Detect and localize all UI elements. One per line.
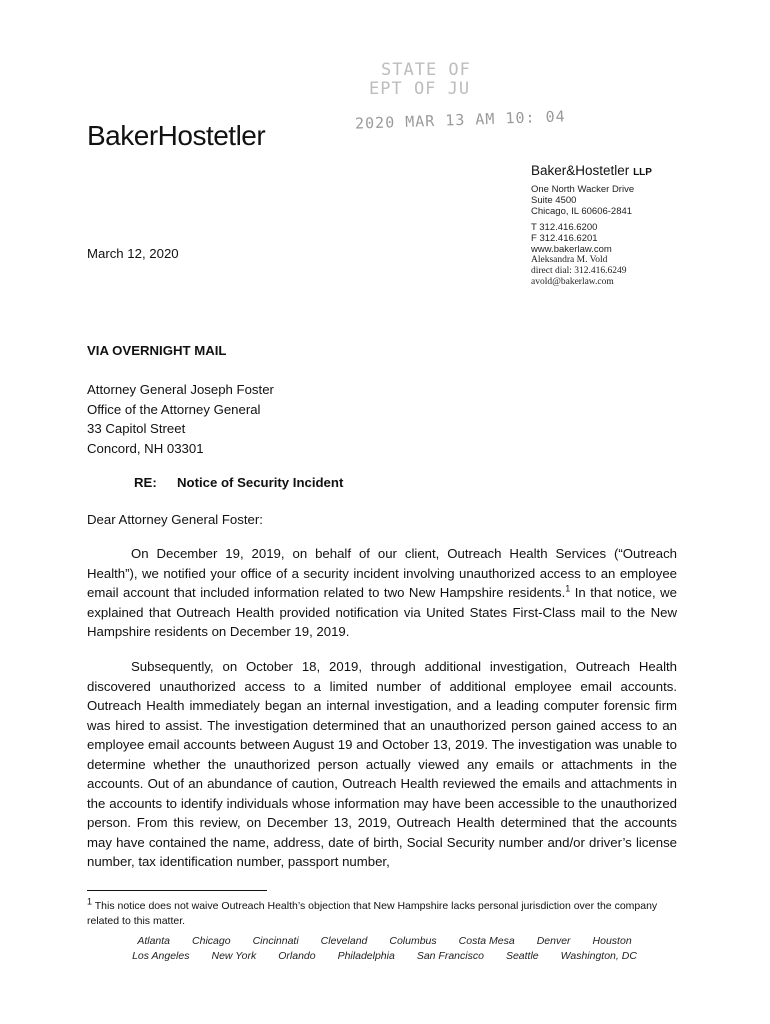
office: Seattle: [505, 950, 539, 962]
firm-name: Baker&Hostetler LLP: [531, 163, 652, 178]
received-stamp-line-1: STATE OF: [381, 60, 471, 80]
office: Washington, DC: [560, 950, 637, 962]
office: Orlando: [278, 950, 316, 962]
office-list-row-2: [87, 950, 682, 962]
footnote: $^1$ This notice does not waive Outreach Health’s objection that New Hampshire lacks personal jurisdiction over the company related to this matter.: [87, 896, 658, 927]
footnote-divider: [87, 890, 267, 891]
paragraph-2: Subsequently, on October 18, 2019, through additional investigation, Outreach Health discovered unauthorized access to a limited number of additional employee email accounts. Outreach Health immediately began an internal investigation, and a leading computer forensic firm was hired to assist. The investigation determined that an unauthorized person gained access to an employee email accounts between August 19 and October 13, 2019. The investigation was unable to determine whether the unauthorized person actually viewed any emails or attachments in the accounts. Out of an abundance of caution, Outreach Health reviewed the emails and attachments in the accounts to identify individuals whose information may have been accessible to the unauthorized person. From this review, on December 13, 2019, Outreach Health determined that the accounts may have contained the name, address, date of birth, Social Security number and/or driver’s license number, tax identification number, passport number,: [87, 659, 677, 869]
footnote-ref: 1: [565, 583, 571, 594]
office: Cincinnati: [252, 935, 299, 947]
salutation: Dear Attorney General Foster:: [87, 512, 263, 527]
office: Denver: [536, 935, 571, 947]
phone: T 312.416.6200: [531, 222, 598, 233]
paragraph-1: On December 19, 2019, on behalf of our client, Outreach Health Services (“Outreach Health”), we notified your office of a security incident involving unauthorized access to an employee email account that included information related to two New Hampshire residents.$^1$ In that notice, we explained that Outreach Health provided notification via United States First-Class mail to the New Hampshire residents on December 19, 2019.: [87, 546, 677, 639]
recipient-line: Attorney General Joseph Foster: [87, 382, 274, 397]
footnote-marker: 1: [87, 896, 93, 907]
received-stamp-date: 2020 MAR 13 AM 10: 04: [354, 107, 566, 133]
office: Los Angeles: [132, 950, 190, 962]
author-name: Aleksandra M. Vold: [531, 255, 608, 265]
office: Columbus: [389, 935, 437, 947]
received-stamp-line-2: EPT OF JU: [369, 79, 471, 99]
office: Houston: [592, 935, 632, 947]
re-label: RE:: [134, 475, 157, 490]
recipient-line: 33 Capitol Street: [87, 421, 186, 436]
re-subject: Notice of Security Incident: [177, 475, 344, 490]
letter-date: March 12, 2020: [87, 246, 179, 261]
delivery-method: VIA OVERNIGHT MAIL: [87, 343, 227, 358]
office: Cleveland: [320, 935, 368, 947]
address-line: Suite 4500: [531, 195, 577, 206]
office: Atlanta: [137, 935, 171, 947]
firm-contact: [531, 222, 731, 255]
firm-suffix: LLP: [633, 167, 652, 178]
office: San Francisco: [416, 950, 484, 962]
firm-logo: BakerHostetler: [87, 120, 266, 151]
website: www.bakerlaw.com: [531, 244, 612, 255]
recipient-line: Concord, NH 03301: [87, 440, 204, 456]
direct-dial: direct dial: 312.416.6249: [531, 266, 627, 276]
author-contact: [531, 255, 731, 288]
author-email: avold@bakerlaw.com: [531, 277, 614, 287]
recipient-line: Office of the Attorney General: [87, 401, 261, 417]
letterhead-block: [531, 163, 731, 288]
office: Chicago: [192, 935, 231, 947]
address-line: Chicago, IL 60606-2841: [531, 206, 633, 217]
office-list-row-1: [87, 935, 682, 947]
address-line: One North Wacker Drive: [531, 184, 635, 195]
recipient-address: [87, 380, 274, 458]
office: New York: [211, 950, 257, 962]
firm-address: [531, 184, 731, 217]
office: Costa Mesa: [458, 935, 515, 947]
fax: F 312.416.6201: [531, 233, 598, 244]
office: Philadelphia: [337, 950, 395, 962]
